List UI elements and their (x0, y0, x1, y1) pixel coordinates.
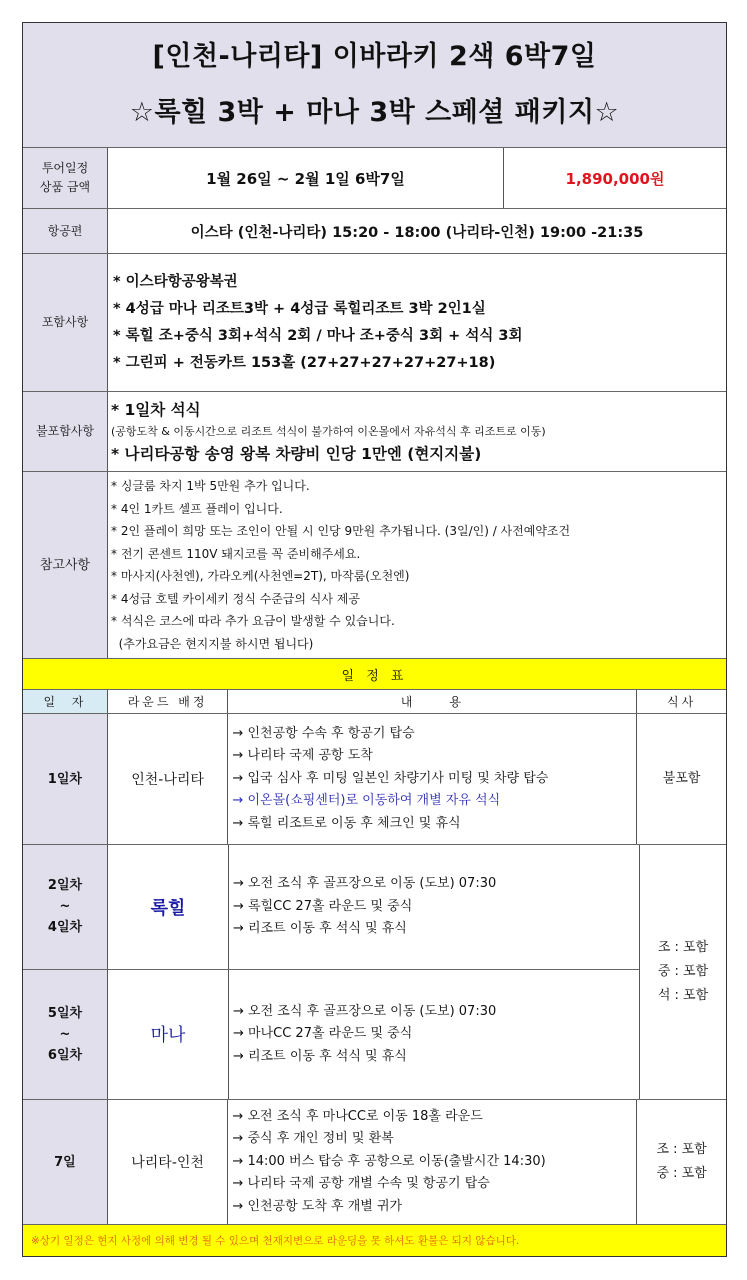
itinerary-item: → 중식 후 개인 정비 및 환복 (232, 1131, 394, 1147)
note-item: * 2인 플레이 희망 또는 조인이 안될 시 인당 9만원 추가됩니다. (3일/인) / 사전예약조건 (111, 524, 571, 538)
day-content (228, 714, 637, 844)
itinerary-item: → 인천공항 수속 후 항공기 탑승 (232, 725, 415, 741)
tour-package-sheet (22, 22, 727, 1257)
note-item: (추가요금은 현지지불 하시면 됩니다) (111, 636, 314, 651)
schedule-column-headers (23, 690, 726, 714)
day-separator: ~ (59, 899, 71, 915)
itinerary-item: → 14:00 버스 탑승 후 공항으로 이동(출발시간 14:30) (232, 1153, 546, 1169)
itinerary-item: → 록힐CC 27홀 라운드 및 중식 (233, 898, 413, 914)
itinerary-item: → 나리타 국제 공항 도착 (232, 748, 373, 764)
day-content (229, 970, 639, 1099)
day-start: 2일차 (47, 878, 83, 894)
tour-label (23, 148, 108, 208)
included-list (108, 254, 726, 391)
schedule-rows-day-2-6-left (23, 845, 640, 1099)
schedule-row-day-1 (23, 714, 726, 845)
note-item: * 싱글룸 차지 1박 5만원 추가 입니다. (111, 479, 310, 493)
itinerary-item: → 리조트 이동 후 석식 및 휴식 (233, 1048, 407, 1064)
page-title (23, 23, 726, 147)
meal-dinner: 석 : 포함 (657, 988, 709, 1003)
meal-info (637, 1100, 726, 1224)
itinerary-item: → 입국 심사 후 미팅 일본인 차량기사 미팅 및 차량 탑승 (232, 770, 549, 786)
itinerary-item: → 오전 조식 후 골프장으로 이동 (도보) 07:30 (233, 1003, 497, 1019)
included-row (23, 254, 726, 392)
round-assignment: 인천-나리타 (108, 714, 229, 844)
refund-notice: ※상기 일정은 현지 사정에 의해 변경 될 수 있으며 천재지변으로 라운딩을 못 하셔도 환불은 되지 않습니다. (23, 1225, 726, 1256)
schedule-row-day-7 (23, 1100, 726, 1225)
excluded-list (108, 392, 726, 471)
column-header-day: 일 자 (23, 690, 108, 713)
excluded-item-note: (공항도착 & 이동시간으로 리조트 석식이 불가하여 이온몰에서 자유석식 후 리조트로 이동) (111, 424, 546, 438)
column-header-content: 내 용 (228, 690, 637, 713)
meal-breakfast: 조 : 포함 (656, 1142, 707, 1157)
column-header-meal: 식사 (667, 695, 697, 709)
note-item: * 석식은 코스에 따라 추가 요금이 발생할 수 있습니다. (111, 614, 395, 628)
round-assignment: 나리타-인천 (108, 1100, 229, 1224)
note-item: * 4인 1카트 셀프 플레이 입니다. (111, 501, 283, 516)
itinerary-item-highlight: → 이온몰(쇼핑센터)로 이동하여 개별 자유 석식 (232, 793, 501, 809)
schedule-rows-day-2-6 (23, 845, 726, 1100)
day-separator: ~ (59, 1026, 71, 1042)
schedule-heading-row (23, 659, 726, 690)
note-item: * 마사지(사천엔), 가라오케(사천엔=2T), 마작룸(오천엔) (111, 569, 410, 583)
itinerary-item: → 마나CC 27홀 라운드 및 중식 (233, 1026, 413, 1041)
day-label: 7일 (23, 1100, 108, 1224)
title-line-1: [인천-나리타] 이바라키 2색 6박7일 (152, 41, 597, 72)
day-label (23, 970, 108, 1099)
round-name: 마나 (150, 1025, 186, 1047)
included-item: * 그린피 + 전동카트 153홀 (27+27+27+27+27+18) (113, 354, 496, 371)
day-start: 5일차 (47, 1005, 83, 1021)
day-content (228, 1100, 637, 1224)
column-header-round: 라운드 배정 (108, 690, 229, 713)
meal-info: 불포함 (662, 771, 701, 786)
excluded-item: * 나리타공항 송영 왕복 차량비 인당 1만엔 (현지지불) (111, 444, 482, 463)
note-item: * 4성급 호텔 카이세키 정식 수준급의 식사 제공 (111, 591, 360, 606)
itinerary-item: → 인천공항 도착 후 개별 귀가 (232, 1198, 403, 1214)
notes-list (108, 472, 726, 658)
tour-label-line-2: 상품 금액 (39, 180, 91, 194)
flight-row (23, 209, 726, 254)
meal-info-merged (640, 845, 726, 1099)
tour-row (23, 148, 726, 209)
included-item: * 4성급 마나 리조트3박 + 4성급 록힐리조트 3박 2인1실 (113, 300, 486, 317)
day-end: 6일차 (47, 1047, 83, 1063)
notes-row (23, 472, 726, 659)
schedule-row-day-2-4 (23, 845, 639, 970)
tour-price: 1,890,000원 (565, 169, 665, 188)
title-row (23, 23, 726, 148)
title-line-2: ☆록힐 3박 + 마나 3박 스페셜 패키지☆ (129, 97, 620, 128)
round-assignment (108, 845, 229, 969)
itinerary-item: → 록힐 리조트로 이동 후 체크인 및 휴식 (232, 815, 461, 831)
itinerary-item: → 리조트 이동 후 석식 및 휴식 (233, 921, 407, 936)
notes-label: 참고사항 (23, 472, 108, 658)
excluded-label: 불포함사항 (23, 392, 108, 471)
itinerary-item: → 오전 조식 후 골프장으로 이동 (도보) 07:30 (233, 876, 497, 891)
tour-dates: 1월 26일 ~ 2월 1일 6박7일 (108, 148, 504, 208)
schedule-row-day-5-6 (23, 970, 639, 1099)
excluded-row (23, 392, 726, 472)
meal-lunch: 중 : 포함 (657, 964, 709, 979)
tour-label-line-1: 투어일정 (41, 161, 89, 175)
meal-lunch: 중 : 포함 (656, 1166, 707, 1181)
round-assignment (108, 970, 229, 1099)
included-label: 포함사항 (23, 254, 108, 391)
day-label (23, 845, 108, 969)
day-content (229, 845, 639, 969)
excluded-item: * 1일차 석식 (111, 400, 201, 419)
included-item: * 록힐 조+중식 3회+석식 2회 / 마나 조+중식 3회 + 석식 3회 (113, 327, 523, 344)
schedule-heading: 일 정 표 (341, 668, 408, 684)
meal-breakfast: 조 : 포함 (657, 940, 709, 955)
day-label: 1일차 (23, 714, 108, 844)
day-end: 4일차 (47, 920, 83, 936)
itinerary-item: → 나리타 국제 공항 개별 수속 및 항공기 탑승 (232, 1176, 490, 1192)
itinerary-item: → 오전 조식 후 마나CC로 이동 18홀 라운드 (232, 1108, 483, 1124)
flight-label: 항공편 (23, 209, 108, 253)
flight-info: 이스타 (인천-나리타) 15:20 - 18:00 (나리타-인천) 19:00 -21:35 (190, 224, 644, 241)
included-item: * 이스타항공왕복권 (113, 273, 238, 290)
round-name: 록힐 (150, 897, 186, 919)
note-item: * 전기 콘센트 110V 돼지코를 꼭 준비해주세요. (111, 546, 361, 561)
